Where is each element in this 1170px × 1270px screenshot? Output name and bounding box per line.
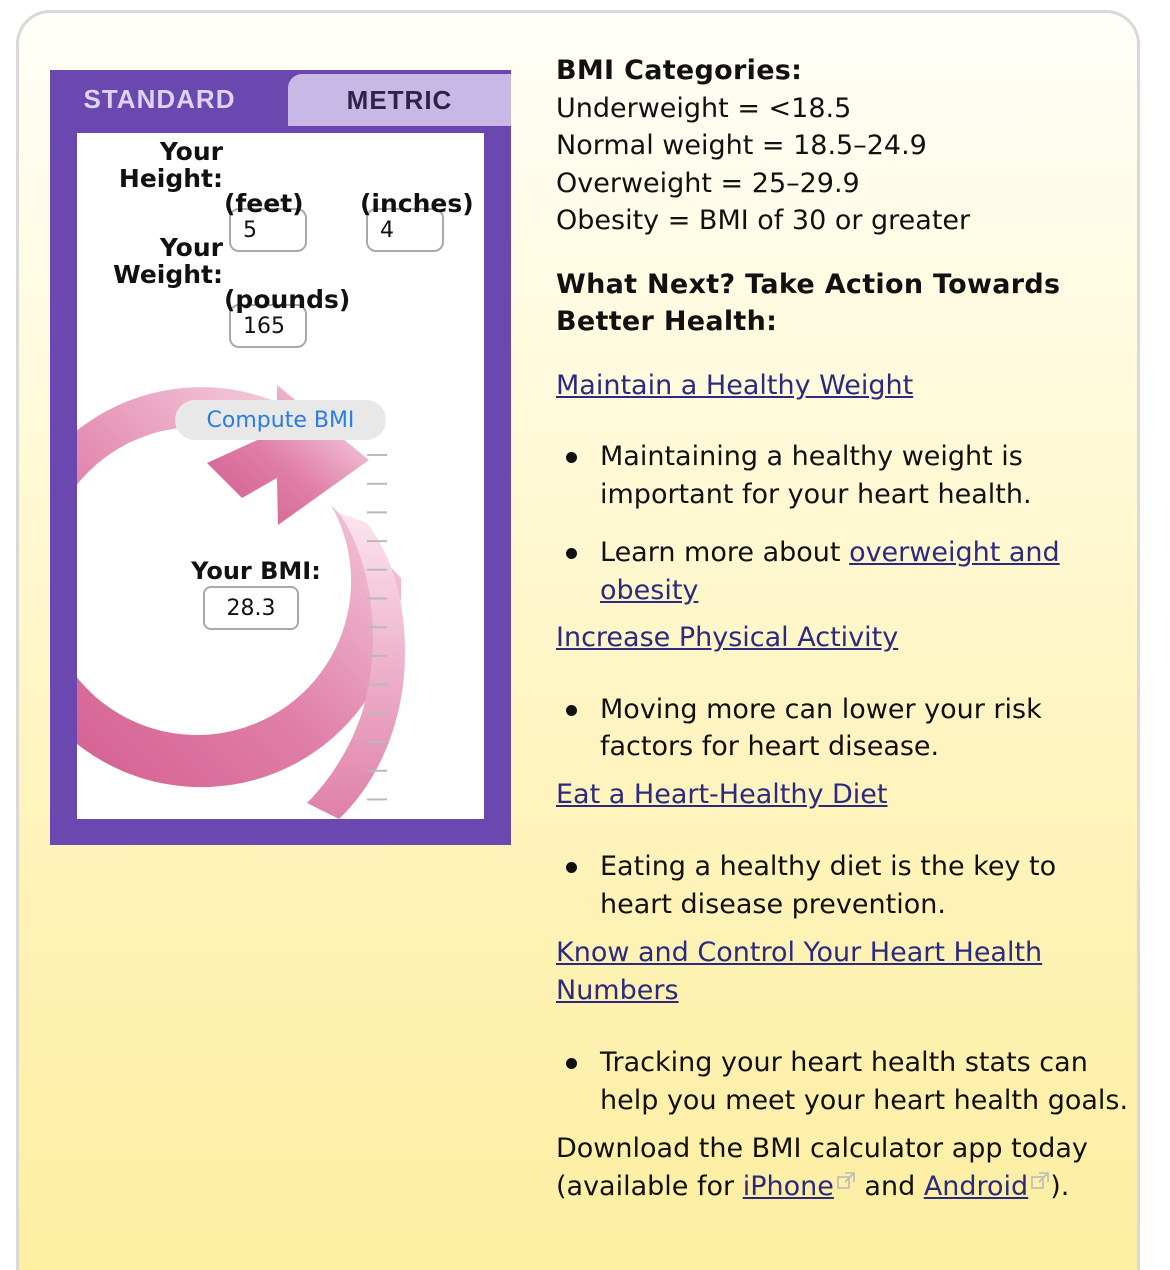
categories-title: BMI Categories: (556, 55, 803, 86)
list-item: Moving more can lower your risk factors for heart disease. (556, 691, 1060, 766)
and-text: and (855, 1170, 924, 1202)
info-column (556, 52, 1146, 1205)
bmi-calculator (50, 70, 511, 845)
tab-standard[interactable]: STANDARD (50, 70, 269, 128)
weight-label-line1: Your (159, 233, 223, 262)
bmi-result-label: Your BMI: (191, 557, 321, 585)
external-link-icon (836, 1171, 856, 1191)
inches-unit-label: (inches) (360, 189, 474, 218)
weight-label (77, 234, 223, 288)
download-open: (available for (556, 1170, 743, 1202)
download-close: ). (1050, 1170, 1070, 1202)
physical-activity-link[interactable]: Increase Physical Activity (556, 622, 899, 653)
category-normal: Normal weight = 18.5–24.9 (556, 130, 927, 161)
learn-more-text: Learn more about (600, 537, 850, 568)
pounds-unit-label: (pounds) (224, 285, 351, 314)
list-item: Eating a healthy diet is the key to heart disease prevention. (556, 848, 1060, 923)
heart-numbers-link[interactable]: Know and Control Your Heart Health Numbers (556, 937, 1043, 1006)
external-link-icon (1030, 1171, 1050, 1191)
list-item-learn-more (556, 534, 1070, 609)
category-obesity: Obesity = BMI of 30 or greater (556, 205, 971, 236)
height-label-line2: Height: (118, 164, 223, 193)
category-overweight: Overweight = 25–29.9 (556, 167, 860, 199)
height-label-line1: Your (159, 137, 223, 166)
download-text (556, 1130, 1146, 1205)
bmi-result-value: 28.3 (203, 586, 299, 630)
tab-metric[interactable]: METRIC (288, 74, 511, 126)
overweight-obesity-link[interactable]: overweight and obesity (600, 537, 1060, 606)
compute-bmi-button[interactable]: Compute BMI (175, 400, 386, 440)
feet-unit-label: (feet) (224, 189, 304, 218)
category-underweight: Underweight = <18.5 (556, 92, 852, 124)
android-link[interactable]: Android (923, 1170, 1029, 1202)
maintain-weight-link[interactable]: Maintain a Healthy Weight (556, 369, 914, 401)
list-item: Maintaining a healthy weight is important for your heart health. (556, 438, 1060, 513)
calculator-panel (77, 133, 484, 819)
weight-label-line2: Weight: (113, 260, 223, 289)
iphone-link[interactable]: iPhone (742, 1170, 834, 1202)
what-next-title: What Next? Take Action Towards Better Health: (556, 268, 1061, 337)
download-line1: Download the BMI calculator app today (556, 1133, 1088, 1164)
heart-healthy-diet-link[interactable]: Eat a Heart-Healthy Diet (556, 778, 888, 810)
height-label (77, 138, 223, 192)
list-item: Tracking your heart health stats can help you meet your heart health goals. (556, 1044, 1140, 1119)
